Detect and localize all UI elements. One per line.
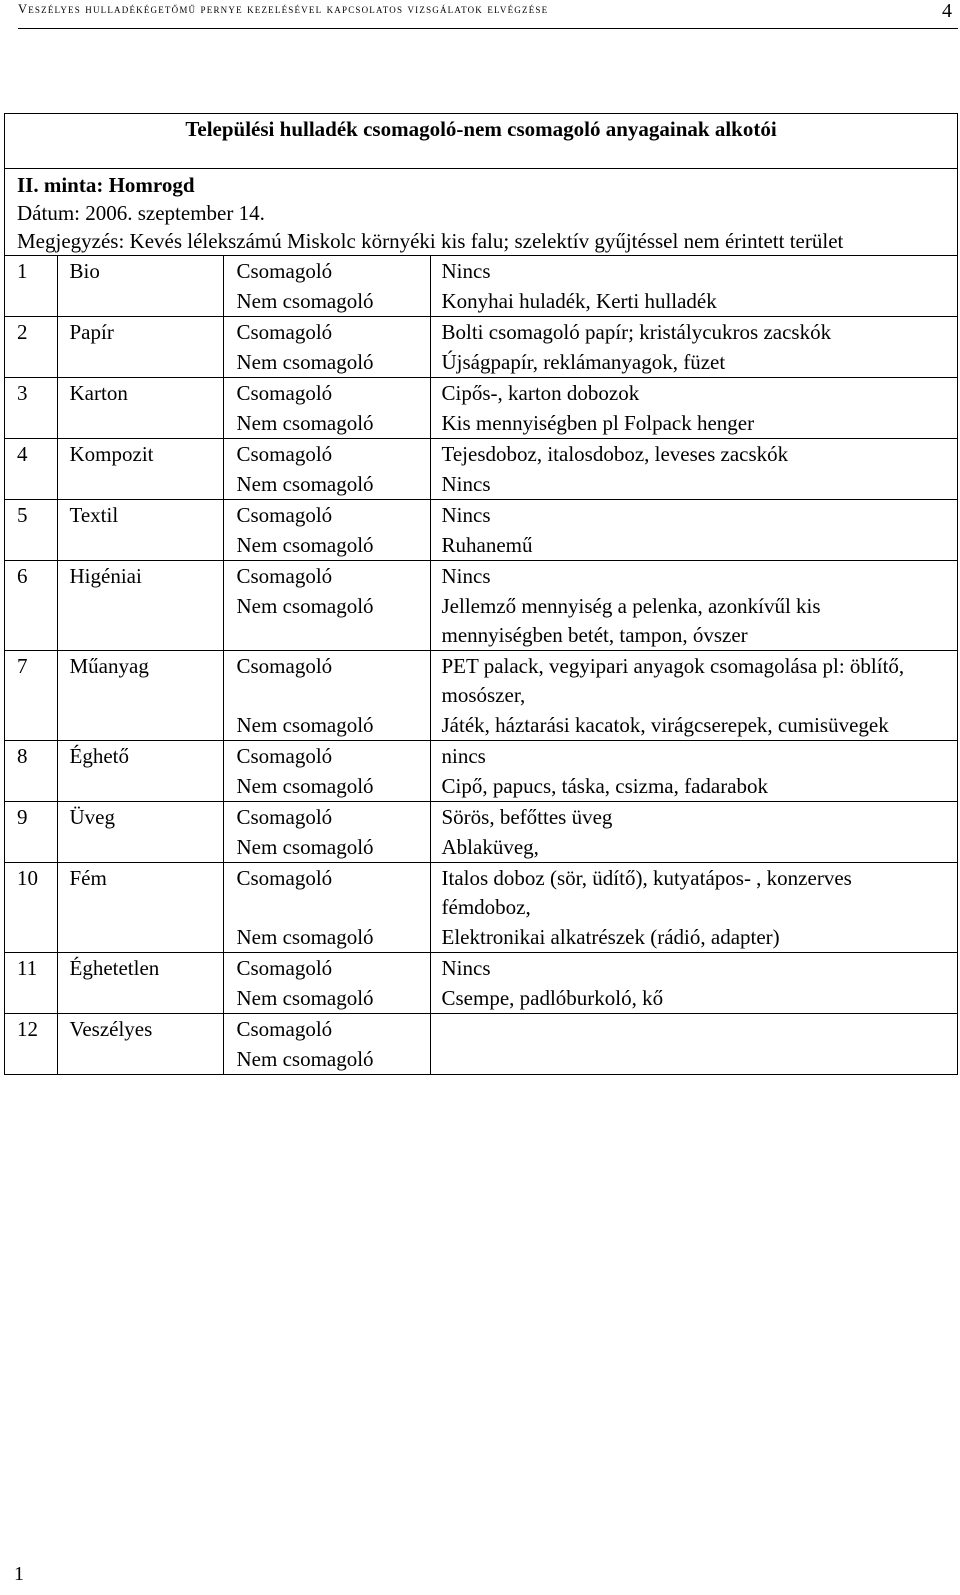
- table-row: [5, 922, 957, 953]
- category-name: Üveg: [57, 802, 223, 833]
- table-row: [5, 561, 957, 592]
- category-number: [5, 286, 57, 317]
- category-number: 1: [17, 259, 28, 283]
- waste-composition-table: [4, 113, 958, 1075]
- component-description: Tejesdoboz, italosdoboz, leveses zacskók: [430, 439, 957, 470]
- date-label: Dátum: 2006. szeptember 14.: [17, 201, 265, 225]
- packaging-type: Csomagoló: [223, 378, 430, 409]
- packaging-type: Csomagoló: [223, 317, 430, 348]
- category-name: [57, 1044, 223, 1075]
- packaging-type: Nem csomagoló: [223, 983, 430, 1014]
- category-number: 3: [5, 378, 57, 409]
- packaging-type: Nem csomagoló: [223, 408, 430, 439]
- table-title: Települési hulladék csomagoló-nem csomagoló anyagainak alkotói: [5, 113, 957, 169]
- category-number: [5, 469, 57, 500]
- category-number: [5, 408, 57, 439]
- packaging-type: Nem csomagoló: [223, 286, 430, 317]
- table-row: [5, 771, 957, 802]
- table-row: [5, 317, 957, 348]
- table-row: [5, 591, 957, 651]
- category-number: [5, 771, 57, 802]
- table-row: [5, 1014, 957, 1045]
- packaging-type: Csomagoló: [223, 741, 430, 772]
- category-name: [57, 469, 223, 500]
- packaging-type: Csomagoló: [223, 439, 430, 470]
- table-row: [5, 439, 957, 470]
- component-description: Ruhanemű: [430, 530, 957, 561]
- packaging-type: Nem csomagoló: [223, 530, 430, 561]
- table-row: [5, 256, 957, 286]
- category-name: Kompozit: [57, 439, 223, 470]
- packaging-type: Nem csomagoló: [223, 1044, 430, 1075]
- category-name: Papír: [57, 317, 223, 348]
- component-description: Cipős-, karton dobozok: [430, 378, 957, 409]
- component-description: Nincs: [430, 953, 957, 984]
- category-number: 4: [5, 439, 57, 470]
- composition-grid: [5, 256, 957, 1075]
- packaging-type: Csomagoló: [223, 802, 430, 833]
- table-row: [5, 710, 957, 741]
- packaging-type: Nem csomagoló: [223, 710, 430, 741]
- table-row: [5, 408, 957, 439]
- category-number: 11: [5, 953, 57, 984]
- category-name: Textil: [57, 500, 223, 531]
- category-name: [57, 408, 223, 439]
- running-title: Veszélyes hulladékégetőmű pernye kezelésével kapcsolatos vizsgálatok elvégzése: [18, 2, 549, 16]
- component-description: [430, 1044, 957, 1075]
- category-number: [5, 922, 57, 953]
- component-description: Ablaküveg,: [430, 832, 957, 863]
- category-name: Karton: [57, 378, 223, 409]
- component-description: [430, 1014, 957, 1045]
- component-description: Kis mennyiségben pl Folpack henger: [430, 408, 957, 439]
- component-description: Újságpapír, reklámanyagok, füzet: [430, 347, 957, 378]
- category-name: [57, 710, 223, 741]
- table-row: [5, 802, 957, 833]
- packaging-type: Csomagoló: [223, 651, 430, 711]
- packaging-type: Csomagoló: [223, 953, 430, 984]
- page-number: 4: [942, 0, 952, 22]
- category-name: [57, 983, 223, 1014]
- packaging-type: Nem csomagoló: [223, 347, 430, 378]
- packaging-type: Csomagoló: [223, 561, 430, 592]
- table-row: [5, 286, 957, 317]
- component-description: Nincs: [430, 500, 957, 531]
- category-number: 12: [5, 1014, 57, 1045]
- component-description: Nincs: [430, 561, 957, 592]
- table-row: [5, 832, 957, 863]
- packaging-type: Nem csomagoló: [223, 832, 430, 863]
- table-row: [5, 500, 957, 531]
- component-description: nincs: [430, 741, 957, 772]
- component-description: Bolti csomagoló papír; kristálycukros zacskók: [430, 317, 957, 348]
- category-number: 5: [5, 500, 57, 531]
- category-name: [57, 832, 223, 863]
- category-number: 9: [5, 802, 57, 833]
- category-name: Éghető: [57, 741, 223, 772]
- category-number: [5, 710, 57, 741]
- category-number: 10: [5, 863, 57, 923]
- category-name: [57, 347, 223, 378]
- component-description: Jellemző mennyiség a pelenka, azonkívűl kis mennyiségben betét, tampon, óvszer: [430, 591, 957, 651]
- packaging-type: Nem csomagoló: [223, 469, 430, 500]
- category-name: Higéniai: [57, 561, 223, 592]
- component-description: Csempe, padlóburkoló, kő: [430, 983, 957, 1014]
- category-number: [5, 983, 57, 1014]
- component-description: Nincs: [430, 256, 957, 286]
- table-row: [5, 378, 957, 409]
- packaging-type: Csomagoló: [223, 256, 430, 286]
- component-description: Elektronikai alkatrészek (rádió, adapter): [430, 922, 957, 953]
- component-description: Sörös, befőttes üveg: [430, 802, 957, 833]
- category-number: [5, 530, 57, 561]
- packaging-type: Csomagoló: [223, 500, 430, 531]
- table-row: [5, 983, 957, 1014]
- packaging-type: Nem csomagoló: [223, 922, 430, 953]
- packaging-type: Nem csomagoló: [223, 591, 430, 651]
- category-name: [57, 591, 223, 651]
- category-number: 7: [5, 651, 57, 711]
- category-number: [5, 832, 57, 863]
- category-number: [5, 1044, 57, 1075]
- category-name: Bio: [57, 256, 223, 286]
- component-description: Cipő, papucs, táska, csizma, fadarabok: [430, 771, 957, 802]
- component-description: PET palack, vegyipari anyagok csomagolása pl: öblítő, mosószer,: [430, 651, 957, 711]
- category-name: [57, 286, 223, 317]
- running-header: [18, 0, 958, 29]
- packaging-type: Csomagoló: [223, 863, 430, 923]
- category-name: Éghetetlen: [57, 953, 223, 984]
- component-description: Nincs: [430, 469, 957, 500]
- category-number: [5, 591, 57, 651]
- table-row: [5, 469, 957, 500]
- category-number: 2: [5, 317, 57, 348]
- category-name: Fém: [57, 863, 223, 923]
- component-description: Italos doboz (sör, üdítő), kutyatápos- , konzerves fémdoboz,: [430, 863, 957, 923]
- category-name: [57, 922, 223, 953]
- category-number: 6: [5, 561, 57, 592]
- table-row: [5, 953, 957, 984]
- category-name: Veszélyes: [57, 1014, 223, 1045]
- table-row: [5, 530, 957, 561]
- footer-page-number: 1: [14, 1563, 24, 1585]
- component-description: Játék, háztarási kacatok, virágcserepek, cumisüvegek: [430, 710, 957, 741]
- packaging-type: Csomagoló: [223, 1014, 430, 1045]
- note-label: Megjegyzés: Kevés lélekszámú Miskolc környéki kis falu; szelektív gyűjtéssel nem érintett terület: [17, 229, 844, 253]
- table-row: [5, 863, 957, 923]
- component-description: Konyhai huladék, Kerti hulladék: [430, 286, 957, 317]
- category-number: 8: [5, 741, 57, 772]
- category-number: [5, 347, 57, 378]
- table-row: [5, 651, 957, 711]
- table-row: [5, 1044, 957, 1075]
- table-row: [5, 347, 957, 378]
- category-name: Műanyag: [57, 651, 223, 711]
- category-name: [57, 771, 223, 802]
- packaging-type: Nem csomagoló: [223, 771, 430, 802]
- sample-label: II. minta: Homrogd: [17, 173, 195, 197]
- table-row: [5, 741, 957, 772]
- table-info: [5, 169, 957, 256]
- category-name: [57, 530, 223, 561]
